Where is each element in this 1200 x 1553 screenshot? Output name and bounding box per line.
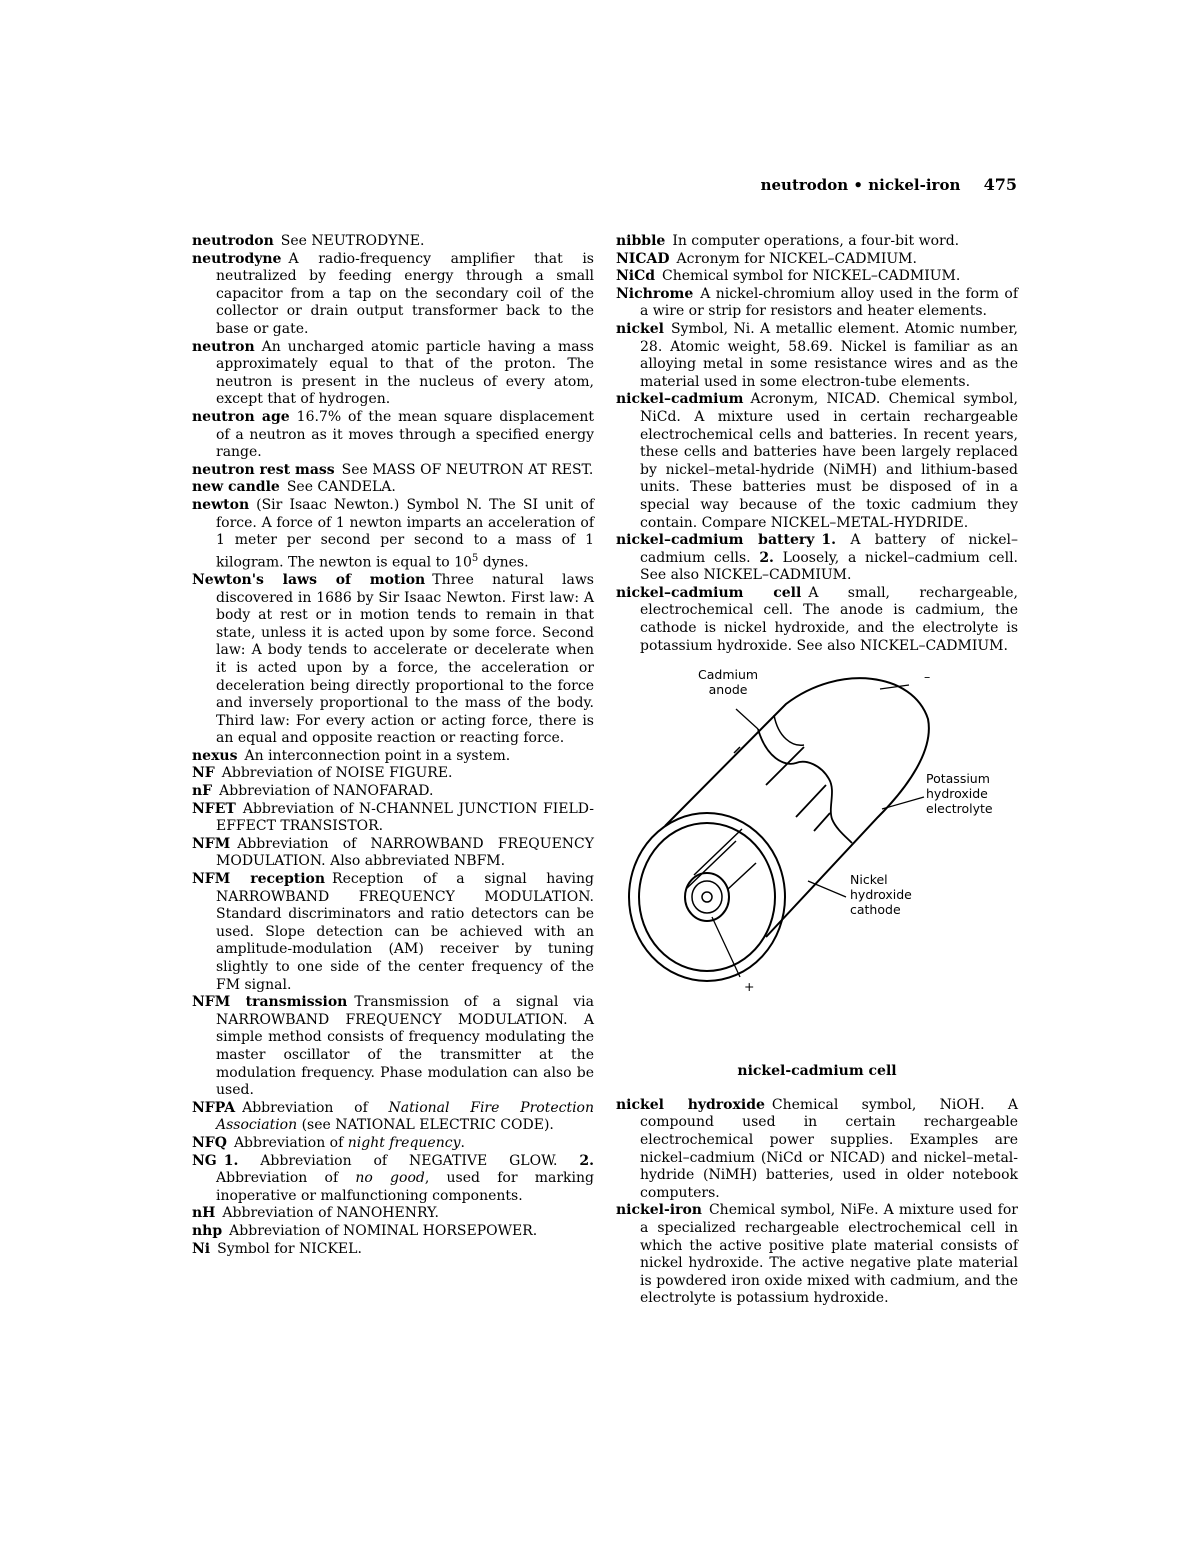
entry-headword: nhp xyxy=(192,1222,223,1239)
entry-headword: neutron xyxy=(192,338,255,355)
entry-headword: neutron rest mass xyxy=(192,461,335,478)
entry-definition: . xyxy=(460,1134,465,1151)
entry-definition: Acronym for NICKEL–CADMIUM. xyxy=(676,250,917,267)
entry-definition: In computer operations, a four-bit word. xyxy=(672,233,960,249)
dictionary-entry xyxy=(192,783,594,801)
entry-definition: An interconnection point in a system. xyxy=(244,747,511,764)
right-column-entries-top xyxy=(616,233,1018,655)
entry-definition: Abbreviation of NANOFARAD. xyxy=(219,783,434,800)
dictionary-entry xyxy=(192,1241,594,1259)
dictionary-entry xyxy=(192,871,594,994)
cutaway-edge xyxy=(758,729,852,843)
entry-definition: Transmission of a signal via NARROWBAND FREQUENCY MODULATION. A simple method consists of frequency modulating the master oscillator of the transmitter at the modulation frequency. Phase modulation can also be used. xyxy=(216,994,594,1099)
entry-definition: Abbreviation of NARROWBAND FREQUENCY MODULATION. Also abbreviated NBFM. xyxy=(216,835,594,870)
entry-headword: nibble xyxy=(616,233,666,249)
entry-headword: neutrodon xyxy=(192,233,274,249)
running-head-last: nickel-iron xyxy=(868,176,961,194)
entry-headword: NFET xyxy=(192,800,236,817)
label-negative-terminal: – xyxy=(924,669,931,685)
entry-headword: new candle xyxy=(192,479,280,496)
right-column xyxy=(616,233,1018,1308)
entry-headword: NG xyxy=(192,1152,217,1169)
dictionary-entry xyxy=(192,765,594,783)
entry-headword: nickel–cadmium cell xyxy=(616,584,802,601)
entry-headword: NICAD xyxy=(616,250,670,267)
entry-definition: Abbreviation of NANOHENRY. xyxy=(222,1205,439,1222)
dictionary-entry xyxy=(616,391,1018,532)
entry-headword: nickel-iron xyxy=(616,1202,702,1219)
entry-definition: Abbreviation of NOISE FIGURE. xyxy=(221,765,453,782)
dictionary-entry xyxy=(616,251,1018,269)
entry-definition: Reception of a signal having NARROWBAND FREQUENCY MODULATION. Standard discriminators and ratio detectors can be used. Slope detection can be achieved with an amplitude-modulation (AM) receiver by tuning slightly to one side of the center frequency of the FM signal. xyxy=(216,871,594,993)
dictionary-entry xyxy=(192,251,594,339)
dictionary-entry xyxy=(616,585,1018,655)
entry-headword: neutrodyne xyxy=(192,250,282,267)
dictionary-entry xyxy=(192,1135,594,1153)
entry-headword: NFM xyxy=(192,835,231,852)
dictionary-entry xyxy=(616,532,1018,585)
entry-definition: Chemical symbol, NiOH. A compound used in certain rechargeable electrochemical power supplies. Examples are nickel–cadmium (NiCd or NICAD) and nickel–metal-hydride (NiMH) batteries, used in older notebook computers. xyxy=(640,1096,1018,1201)
dictionary-entry xyxy=(192,479,594,497)
dictionary-entry xyxy=(192,339,594,409)
entry-definition: Loosely, a nickel–cadmium cell. See also NICKEL–CADMIUM. xyxy=(640,549,1018,584)
left-column xyxy=(192,233,594,1258)
dictionary-entry xyxy=(616,321,1018,391)
entry-definition: A small, rechargeable, electrochemical cell. The anode is cadmium, the cathode is nickel hydroxide, and the electrolyte is potassium hydroxide. See also NICKEL–CADMIUM. xyxy=(640,584,1018,654)
entry-headword: NFM transmission xyxy=(192,994,348,1011)
anode-separator-line xyxy=(766,747,804,785)
entry-definition: Symbol for NICKEL. xyxy=(217,1240,362,1257)
entry-headword: newton xyxy=(192,496,250,513)
entry-definition: Three natural laws discovered in 1686 by Sir Isaac Newton. First law: A body at rest or in motion tends to remain in that state, unless it is acted upon by some force. Second law: A body tends to accelerate or decelerate when it is acted upon by a force, the acceleration or deceleration being directly proportional to the force and inversely proportional to the mass of the body. Third law: For every action or acting force, there is an equal and opposite reaction or reacting force. xyxy=(216,571,594,747)
cell-end-cap-outer xyxy=(629,813,785,981)
entry-headword: neutron age xyxy=(192,408,290,425)
anode-layer-line xyxy=(774,715,804,745)
entry-definition: Abbreviation of NOMINAL HORSEPOWER. xyxy=(229,1222,538,1239)
entry-headword: Nichrome xyxy=(616,285,694,302)
cell-end-cap-inner xyxy=(639,823,775,971)
entry-headword: NFM reception xyxy=(192,871,326,888)
entry-definition: , used for marking inoperative or malfunctioning components. xyxy=(216,1170,594,1204)
entry-definition: See NEUTRODYNE. xyxy=(280,233,425,249)
dictionary-entry xyxy=(616,233,1018,251)
entry-definition: Abbreviation of N-CHANNEL JUNCTION FIELD-EFFECT TRANSISTOR. xyxy=(216,800,594,835)
dictionary-entry xyxy=(192,497,594,572)
entry-headword: nexus xyxy=(192,747,238,764)
dictionary-entry xyxy=(192,1100,594,1135)
running-head xyxy=(761,175,1017,194)
entry-definition: Chemical symbol for NICKEL–CADMIUM. xyxy=(662,268,961,285)
dictionary-entry xyxy=(616,286,1018,321)
entry-definition: See CANDELA. xyxy=(286,479,396,496)
dictionary-entry xyxy=(192,801,594,836)
dictionary-entry xyxy=(192,994,594,1100)
dictionary-entry xyxy=(192,572,594,748)
entry-definition: dynes. xyxy=(478,554,529,571)
entry-definition: night frequency xyxy=(347,1134,461,1151)
entry-definition: National Fire Protection Association xyxy=(216,1099,594,1134)
dictionary-entry xyxy=(192,409,594,462)
dictionary-entry xyxy=(616,1202,1018,1308)
dictionary-entry xyxy=(616,1097,1018,1203)
entry-definition: Symbol, Ni. A metallic element. Atomic number, 28. Atomic weight, 58.69. Nickel is familiar as an alloying metal in some resistance wires and as the material used in some electron-tube elements. xyxy=(640,320,1018,390)
leader-electrolyte xyxy=(882,797,924,809)
entry-definition: See MASS OF NEUTRON AT REST. xyxy=(341,461,594,478)
label-positive-terminal: + xyxy=(744,979,755,995)
entry-definition: Chemical symbol, NiFe. A mixture used for a specialized rechargeable electrochemical cell in which the active positive plate material consists of nickel hydroxide. The active negative plate material is powdered iron oxide mixed with cadmium, and the electrolyte is potassium hydroxide. xyxy=(640,1202,1018,1307)
dictionary-entry xyxy=(192,1223,594,1241)
entry-definition: 16.7% of the mean square displacement of a neutron as it moves through a specified energy range. xyxy=(216,408,594,461)
entry-definition: 2. xyxy=(579,1152,594,1169)
terminal-barrel xyxy=(686,829,756,889)
label-nickel-hydroxide-cathode: Nickel hydroxide cathode xyxy=(850,872,912,918)
figure-caption: nickel-cadmium cell xyxy=(737,1063,897,1080)
entry-definition: (Sir Isaac Newton.) Symbol N. The SI unit of force. A force of 1 newton imparts an acceleration of 1 meter per second per second to a mass of 1 kilogram. The newton is equal to 10 xyxy=(216,496,594,571)
entry-definition: (see NATIONAL ELECTRIC CODE). xyxy=(297,1117,554,1134)
entry-headword: nickel–cadmium battery xyxy=(616,532,815,549)
entry-headword: nickel–cadmium xyxy=(616,391,744,408)
entry-definition: 2. xyxy=(759,549,774,566)
dictionary-entry xyxy=(616,268,1018,286)
running-head-first: neutrodon xyxy=(760,176,849,194)
entry-definition: Acronym, NICAD. Chemical symbol, NiCd. A mixture used in certain rechargeable electrochemical cells and batteries. In recent years, these cells and batteries have been largely replaced by nickel–metal-hydride (NiMH) and lithium-based units. These batteries must be disposed of in a special way because of the toxic cadmium they contain. Compare NICKEL–METAL-HYDRIDE. xyxy=(640,391,1018,531)
entry-definition: 1. xyxy=(821,532,837,549)
cathode-layer-lines xyxy=(796,785,830,831)
entry-headword: nickel xyxy=(616,320,664,337)
page-number: 475 xyxy=(983,175,1017,194)
entry-headword: NiCd xyxy=(616,268,656,285)
dictionary-entry xyxy=(192,836,594,871)
entry-headword: nickel hydroxide xyxy=(616,1096,765,1113)
entry-headword: NF xyxy=(192,765,215,782)
entry-headword: NFQ xyxy=(192,1134,227,1151)
dictionary-entry xyxy=(192,233,594,251)
leader-cathode xyxy=(808,881,846,897)
entry-definition: An uncharged atomic particle having a mass approximately equal to that of the proton. The neutron is present in the nucleus of every atom, except that of hydrogen. xyxy=(216,338,594,408)
right-column-entries-bottom xyxy=(616,1097,1018,1308)
entry-definition: no good xyxy=(355,1170,425,1187)
entry-headword: Newton's laws of motion xyxy=(192,571,426,588)
dictionary-entry xyxy=(192,1205,594,1223)
running-head-separator: • xyxy=(853,176,864,194)
entry-definition: A battery of nickel–cadmium cells. xyxy=(640,532,1018,566)
entry-definition: A radio-frequency amplifier that is neutralized by feeding energy through a small capacitor from a tap on the secondary coil of the collector or drain output transformer back to the base or gate. xyxy=(216,250,594,337)
entry-headword: Ni xyxy=(192,1240,211,1257)
dictionary-entry xyxy=(192,1153,594,1206)
entry-definition: Abbreviation of xyxy=(242,1099,389,1116)
entry-headword: nF xyxy=(192,783,213,800)
entry-headword: NFPA xyxy=(192,1099,236,1116)
leader-anode xyxy=(736,709,758,729)
dictionary-entry xyxy=(192,462,594,480)
label-cadmium-anode: Cadmium anode xyxy=(698,667,759,698)
nickel-cadmium-cell-figure xyxy=(616,667,1018,1057)
entry-definition: Abbreviation of xyxy=(233,1134,348,1151)
entry-definition: 5 xyxy=(471,552,479,564)
terminal-mid xyxy=(692,881,722,913)
label-potassium-hydroxide-electrolyte: Potassium hydroxide electrolyte xyxy=(926,771,993,817)
entry-definition: Abbreviation of NEGATIVE GLOW. xyxy=(238,1152,580,1169)
cell-diagram xyxy=(616,667,1018,1057)
entry-definition: A nickel-chromium alloy used in the form of a wire or strip for resistors and heater elements. xyxy=(640,285,1018,320)
entry-definition: Abbreviation of xyxy=(216,1170,356,1187)
entry-definition: 1. xyxy=(223,1152,239,1169)
entry-headword: nH xyxy=(192,1205,216,1222)
terminal-center xyxy=(702,892,712,902)
dictionary-entry xyxy=(192,748,594,766)
